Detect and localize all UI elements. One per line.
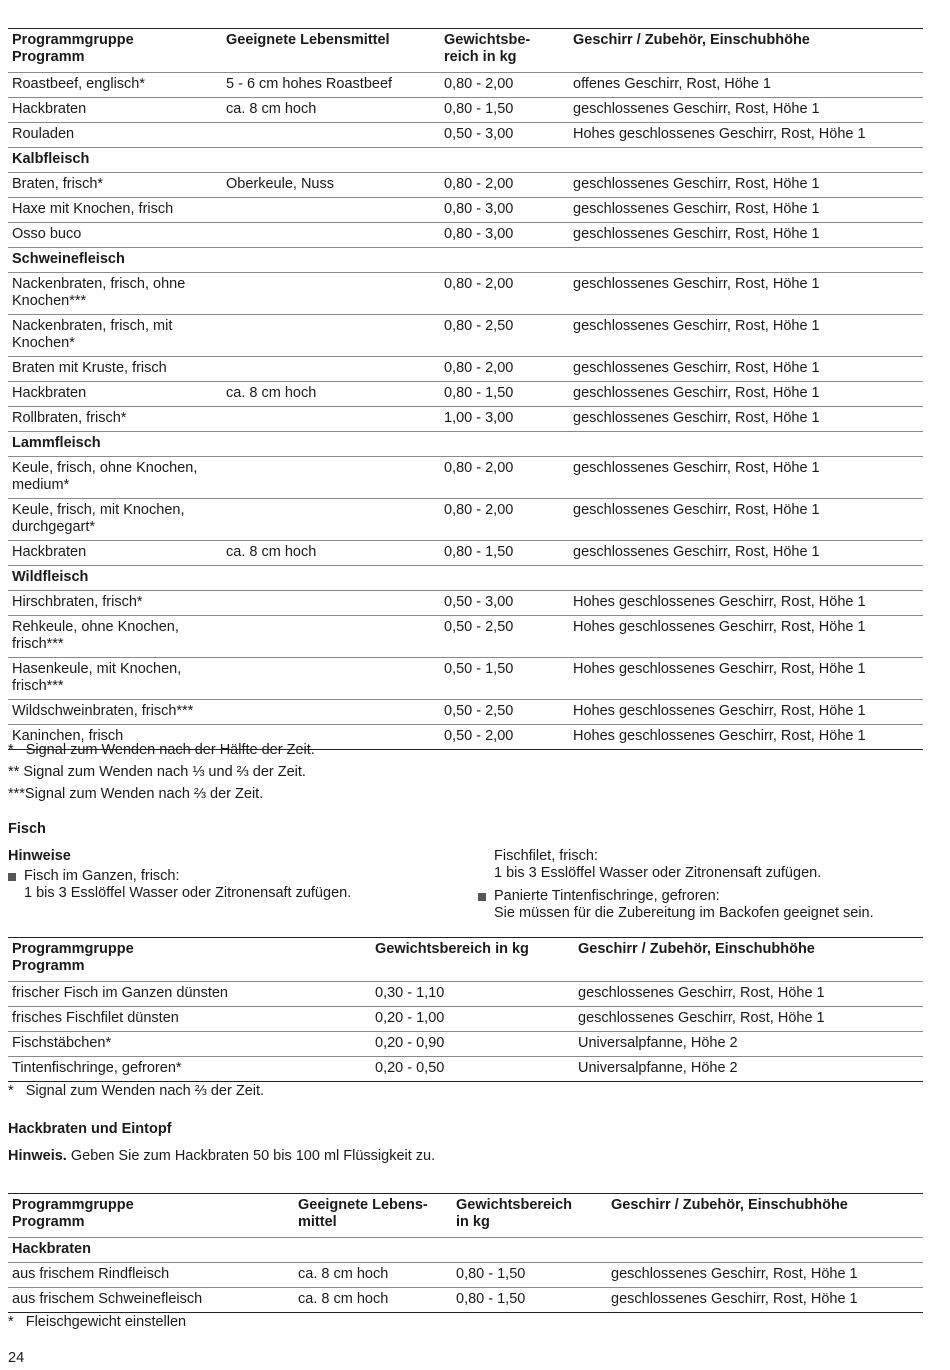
header-gewicht: Gewichtsbereich in kg [375, 941, 529, 957]
cell: Hohes geschlossenes Geschirr, Rost, Höhe 1 [573, 126, 866, 142]
cell: Braten, frisch* [12, 176, 104, 192]
table-row [8, 407, 923, 432]
cell: ca. 8 cm hoch [226, 544, 317, 560]
header-geschirr: Geschirr / Zubehör, Einschubhöhe [573, 32, 810, 48]
table-row [8, 1263, 923, 1288]
cell: geschlossenes Geschirr, Rost, Höhe 1 [573, 176, 820, 192]
cell: geschlossenes Geschirr, Rost, Höhe 1 [611, 1291, 858, 1307]
table-header-row [8, 938, 923, 982]
cell: Rouladen [12, 126, 75, 142]
table-group-row [8, 148, 923, 173]
footnote: * Signal zum Wenden nach ⅔ der Zeit. [8, 1083, 265, 1099]
table-row [8, 73, 923, 98]
fish-footnotes [8, 1080, 264, 1102]
table-header-row [8, 1194, 923, 1238]
table-row [8, 658, 923, 700]
cell: Rehkeule, ohne Knochen, frisch*** [12, 619, 179, 652]
group-label: Lammfleisch [12, 435, 101, 451]
cell [222, 223, 440, 248]
bullet-square-icon [8, 873, 16, 881]
hint-title: Panierte Tintenfischringe, gefroren: [494, 888, 720, 904]
cell: Hirschbraten, frisch* [12, 594, 143, 610]
cell: Braten mit Kruste, frisch [12, 360, 167, 376]
cell: Hohes geschlossenes Geschirr, Rost, Höhe 1 [573, 594, 866, 610]
cell: Tintenfischringe, gefroren* [12, 1060, 182, 1076]
cell: 5 - 6 cm hohes Roastbeef [226, 76, 393, 92]
cell: 0,80 - 3,00 [444, 226, 514, 242]
footnote: ** Signal zum Wenden nach ⅓ und ⅔ der Zeit. [8, 764, 306, 780]
cell: offenes Geschirr, Rost, Höhe 1 [573, 76, 772, 92]
table-row [8, 700, 923, 725]
cell [222, 198, 440, 223]
footnote: * Signal zum Wenden nach der Hälfte der Zeit. [8, 742, 315, 758]
group-label: Kalbfleisch [12, 151, 90, 167]
header-geschirr: Geschirr / Zubehör, Einschubhöhe [611, 1197, 848, 1213]
cell: aus frischem Schweinefleisch [12, 1291, 203, 1307]
hackbraten-hint [8, 1148, 453, 1165]
cell: Hackbraten [12, 385, 87, 401]
table-row [8, 1288, 923, 1313]
group-label: Wildfleisch [12, 569, 89, 585]
meat-program-table [8, 28, 923, 750]
cell: frischer Fisch im Ganzen dünsten [12, 985, 228, 1001]
cell: Nackenbraten, frisch, mit Knochen* [12, 318, 173, 351]
cell: geschlossenes Geschirr, Rost, Höhe 1 [573, 101, 820, 117]
cell: Universalpfanne, Höhe 2 [578, 1035, 738, 1051]
table-row [8, 123, 923, 148]
cell [222, 457, 440, 499]
hackbraten-program-table [8, 1193, 923, 1313]
cell: 0,50 - 3,00 [444, 126, 514, 142]
cell: 0,20 - 0,50 [375, 1060, 445, 1076]
cell: geschlossenes Geschirr, Rost, Höhe 1 [573, 544, 820, 560]
section-heading-hackbraten: Hackbraten und Eintopf [8, 1121, 172, 1137]
cell: 0,80 - 2,50 [444, 318, 514, 334]
table-row [8, 591, 923, 616]
cell: Nackenbraten, frisch, ohne Knochen*** [12, 276, 186, 309]
cell: 0,50 - 2,50 [444, 619, 514, 635]
cell: Hackbraten [12, 544, 87, 560]
header-programm: Programmgruppe Programm [12, 941, 134, 974]
fish-table-body [8, 982, 923, 1082]
cell: 0,50 - 1,50 [444, 661, 514, 677]
hint-fisch-ganz [8, 868, 458, 902]
cell [222, 123, 440, 148]
cell: Kaninchen, frisch [12, 728, 124, 744]
cell: Roastbeef, englisch* [12, 76, 145, 92]
hint-label: Hinweis. [8, 1148, 67, 1164]
cell [222, 357, 440, 382]
cell: 0,80 - 1,50 [456, 1291, 526, 1307]
footnote: * Fleischgewicht einstellen [8, 1314, 187, 1330]
table-row [8, 382, 923, 407]
table-row [8, 1007, 923, 1032]
cell: 1,00 - 3,00 [444, 410, 514, 426]
cell: geschlossenes Geschirr, Rost, Höhe 1 [578, 1010, 825, 1026]
cell: 0,80 - 2,00 [444, 360, 514, 376]
table-row [8, 273, 923, 315]
footnote: ***Signal zum Wenden nach ⅔ der Zeit. [8, 786, 264, 802]
table-row [8, 1057, 923, 1082]
cell: geschlossenes Geschirr, Rost, Höhe 1 [573, 410, 820, 426]
cell: 0,80 - 2,00 [444, 460, 514, 476]
cell: Hohes geschlossenes Geschirr, Rost, Höhe 1 [573, 728, 866, 744]
bullet-square-icon [478, 893, 486, 901]
cell [222, 499, 440, 541]
cell: geschlossenes Geschirr, Rost, Höhe 1 [573, 318, 820, 334]
cell: 0,80 - 3,00 [444, 201, 514, 217]
table-row [8, 982, 923, 1007]
cell: Hohes geschlossenes Geschirr, Rost, Höhe 1 [573, 619, 866, 635]
table-row [8, 223, 923, 248]
table-row [8, 457, 923, 499]
cell: Fischstäbchen* [12, 1035, 112, 1051]
cell: Hackbraten [12, 101, 87, 117]
cell: Keule, frisch, mit Knochen, durchgegart* [12, 502, 185, 535]
table-row [8, 173, 923, 198]
hint-text: 1 bis 3 Esslöffel Wasser oder Zitronensaft zufügen. [494, 865, 822, 881]
cell: 0,80 - 1,50 [444, 101, 514, 117]
cell [222, 658, 440, 700]
cell: 0,30 - 1,10 [375, 985, 445, 1001]
cell [222, 315, 440, 357]
cell: Hohes geschlossenes Geschirr, Rost, Höhe 1 [573, 661, 866, 677]
cell: Oberkeule, Nuss [226, 176, 334, 192]
table-row [8, 357, 923, 382]
header-programm: Programmgruppe Programm [12, 32, 134, 65]
cell: geschlossenes Geschirr, Rost, Höhe 1 [573, 201, 820, 217]
hint-text: Geben Sie zum Hackbraten 50 bis 100 ml Flüssigkeit zu. [66, 1148, 436, 1164]
header-geschirr: Geschirr / Zubehör, Einschubhöhe [578, 941, 815, 957]
hints-heading: Hinweise [8, 848, 71, 864]
cell: 0,80 - 2,00 [444, 502, 514, 518]
cell: geschlossenes Geschirr, Rost, Höhe 1 [573, 460, 820, 476]
table-group-row [8, 432, 923, 457]
cell [222, 407, 440, 432]
table-group-row [8, 248, 923, 273]
cell: 0,50 - 3,00 [444, 594, 514, 610]
cell: Keule, frisch, ohne Knochen, medium* [12, 460, 198, 493]
cell: 0,80 - 1,50 [444, 385, 514, 401]
table-row [8, 499, 923, 541]
hint-title: Fischfilet, frisch: [494, 848, 598, 864]
cell: 0,50 - 2,50 [444, 703, 514, 719]
hint-text: 1 bis 3 Esslöffel Wasser oder Zitronensaft zufügen. [24, 885, 352, 901]
hint-title: Fisch im Ganzen, frisch: [24, 868, 180, 884]
cell: 0,80 - 2,00 [444, 176, 514, 192]
cell: ca. 8 cm hoch [226, 101, 317, 117]
cell: 0,20 - 1,00 [375, 1010, 445, 1026]
cell: 0,80 - 2,00 [444, 276, 514, 292]
cell: ca. 8 cm hoch [298, 1266, 389, 1282]
hint-fischfilet [478, 848, 928, 922]
cell: geschlossenes Geschirr, Rost, Höhe 1 [573, 226, 820, 242]
header-gewicht: Gewichtsbe- reich in kg [444, 32, 531, 65]
cell: Hohes geschlossenes Geschirr, Rost, Höhe 1 [573, 703, 866, 719]
table-header-row [8, 29, 923, 73]
cell: Universalpfanne, Höhe 2 [578, 1060, 738, 1076]
header-lebensmittel: Geeignete Lebensmittel [226, 32, 390, 48]
hint-text: Sie müssen für die Zubereitung im Backofen geeignet sein. [494, 905, 874, 921]
cell: geschlossenes Geschirr, Rost, Höhe 1 [578, 985, 825, 1001]
cell: 0,80 - 2,00 [444, 76, 514, 92]
cell: 0,80 - 1,50 [456, 1266, 526, 1282]
table-row [8, 98, 923, 123]
cell: geschlossenes Geschirr, Rost, Höhe 1 [573, 502, 820, 518]
hackbraten-table-body [8, 1238, 923, 1313]
meat-footnotes [8, 739, 315, 805]
table-row [8, 541, 923, 566]
cell [222, 273, 440, 315]
table-row [8, 1032, 923, 1057]
cell [222, 616, 440, 658]
cell: ca. 8 cm hoch [226, 385, 317, 401]
cell [222, 591, 440, 616]
header-lebensmittel: Geeignete Lebens- mittel [298, 1197, 428, 1230]
cell: frisches Fischfilet dünsten [12, 1010, 179, 1026]
cell: geschlossenes Geschirr, Rost, Höhe 1 [573, 360, 820, 376]
section-heading-fisch: Fisch [8, 821, 46, 837]
group-label: Hackbraten [12, 1241, 91, 1257]
table-row [8, 198, 923, 223]
cell: geschlossenes Geschirr, Rost, Höhe 1 [611, 1266, 858, 1282]
cell: geschlossenes Geschirr, Rost, Höhe 1 [573, 385, 820, 401]
table-group-row [8, 566, 923, 591]
table-row [8, 616, 923, 658]
cell: Rollbraten, frisch* [12, 410, 127, 426]
cell [222, 700, 440, 725]
meat-table-body [8, 73, 923, 750]
cell: Wildschweinbraten, frisch*** [12, 703, 194, 719]
cell: 0,50 - 2,00 [444, 728, 514, 744]
cell: 0,20 - 0,90 [375, 1035, 445, 1051]
page-number: 24 [8, 1350, 25, 1366]
header-gewicht: Gewichtsbereich in kg [456, 1197, 573, 1230]
cell: 0,80 - 1,50 [444, 544, 514, 560]
table-group-row [8, 1238, 923, 1263]
cell: aus frischem Rindfleisch [12, 1266, 170, 1282]
cell: Osso buco [12, 226, 82, 242]
hackbraten-footnotes [8, 1311, 186, 1333]
cell: Hasenkeule, mit Knochen, frisch*** [12, 661, 182, 694]
table-row [8, 315, 923, 357]
cell: Haxe mit Knochen, frisch [12, 201, 174, 217]
fish-program-table [8, 937, 923, 1082]
cell: ca. 8 cm hoch [298, 1291, 389, 1307]
header-programm: Programmgruppe Programm [12, 1197, 134, 1230]
cell: geschlossenes Geschirr, Rost, Höhe 1 [573, 276, 820, 292]
group-label: Schweinefleisch [12, 251, 125, 267]
